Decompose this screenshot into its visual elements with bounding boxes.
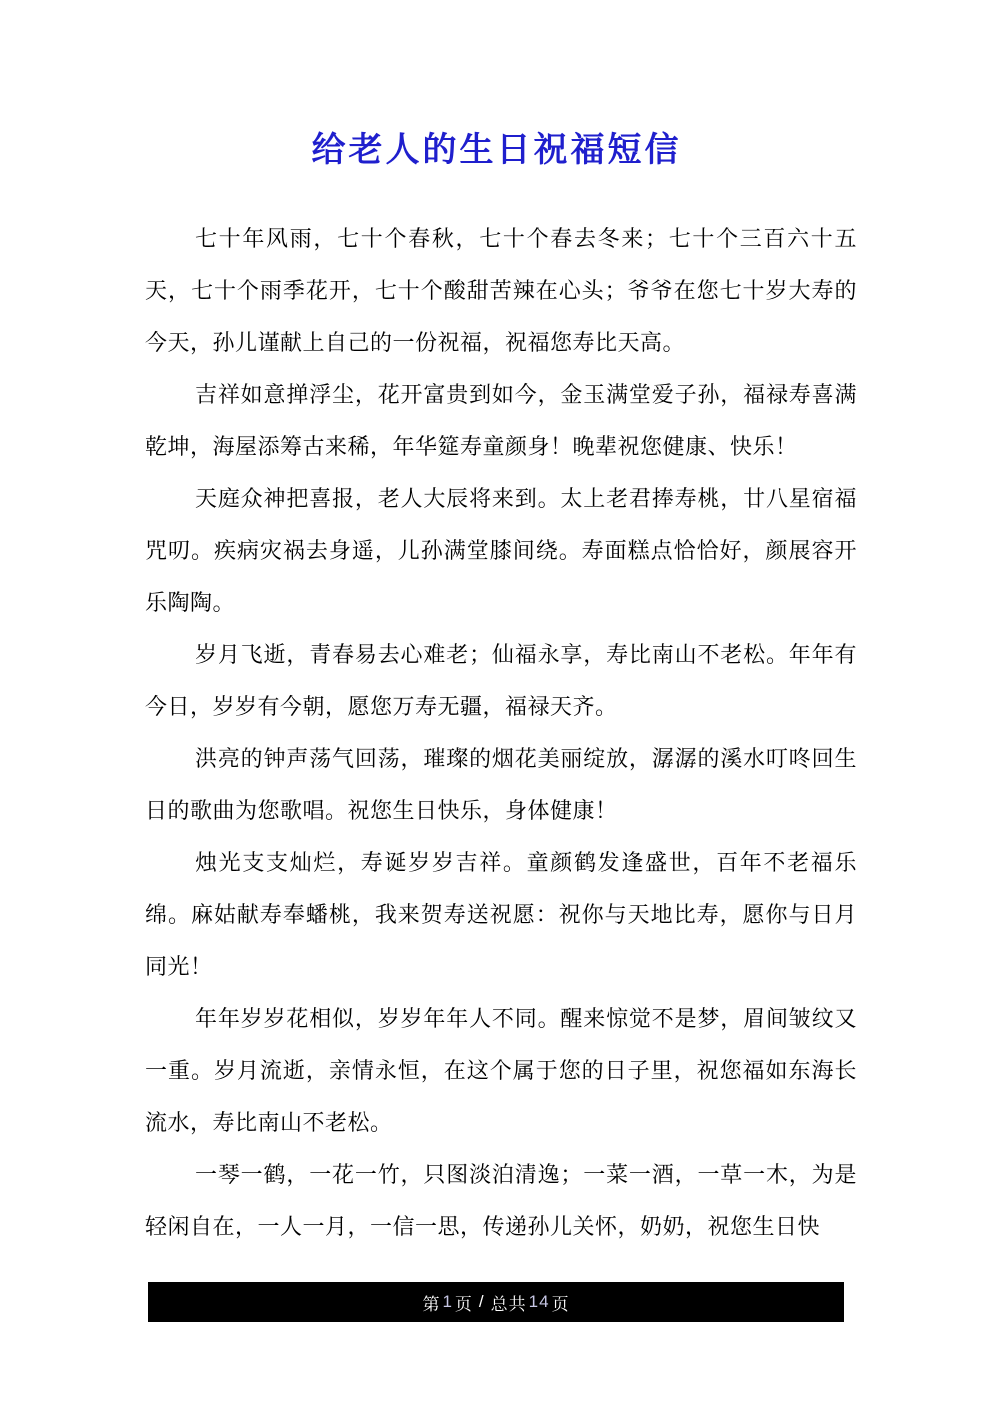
paragraph: 一琴一鹤，一花一竹，只图淡泊清逸；一菜一酒，一草一木，为是轻闲自在，一人一月，一信一思，传递孙儿关怀，奶奶，祝您生日快 [145,1162,857,1239]
footer-total-word: 页 [551,1294,570,1314]
footer-page-prefix: 第 [422,1294,441,1314]
paragraph: 七十年风雨，七十个春秋，七十个春去冬来；七十个三百六十五天，七十个雨季花开，七十个酸甜苦辣在心头；爷爷在您七十岁大寿的今天，孙儿谨献上自己的一份祝福，祝福您寿比天高。 [145,226,857,355]
footer-total-prefix: 总共 [490,1294,527,1314]
footer-page-word: 页 [454,1294,473,1314]
page-title: 给老人的生日祝福短信 [311,131,682,169]
page-footer-bar [148,1282,844,1322]
footer-total-number: 14 [528,1292,550,1311]
footer-separator: / [478,1292,485,1311]
paragraph: 年年岁岁花相似，岁岁年年人不同。醒来惊觉不是梦，眉间皱纹又一重。岁月流逝，亲情永恒，在这个属于您的日子里，祝您福如东海长流水，寿比南山不老松。 [145,1006,857,1135]
paragraph: 吉祥如意掸浮尘，花开富贵到如今，金玉满堂爱子孙，福禄寿喜满乾坤，海屋添筹古来稀，年华筵寿童颜身！晚辈祝您健康、快乐！ [145,382,857,459]
footer-page-number: 1 [442,1292,453,1311]
paragraph: 洪亮的钟声荡气回荡，璀璨的烟花美丽绽放，潺潺的溪水叮咚回生日的歌曲为您歌唱。祝您生日快乐，身体健康！ [145,746,857,823]
document-body [145,213,857,1253]
paragraph: 岁月飞逝，青春易去心难老；仙福永享，寿比南山不老松。年年有今日，岁岁有今朝，愿您万寿无疆，福禄天齐。 [145,642,857,719]
paragraph: 烛光支支灿烂，寿诞岁岁吉祥。童颜鹤发逢盛世，百年不老福乐绵。麻姑献寿奉蟠桃，我来贺寿送祝愿：祝你与天地比寿，愿你与日月同光！ [145,850,857,979]
paragraph: 天庭众神把喜报，老人大辰将来到。太上老君捧寿桃，廿八星宿福咒叨。疾病灾祸去身遥，儿孙满堂膝间绕。寿面糕点恰恰好，颜展容开乐陶陶。 [145,486,857,615]
